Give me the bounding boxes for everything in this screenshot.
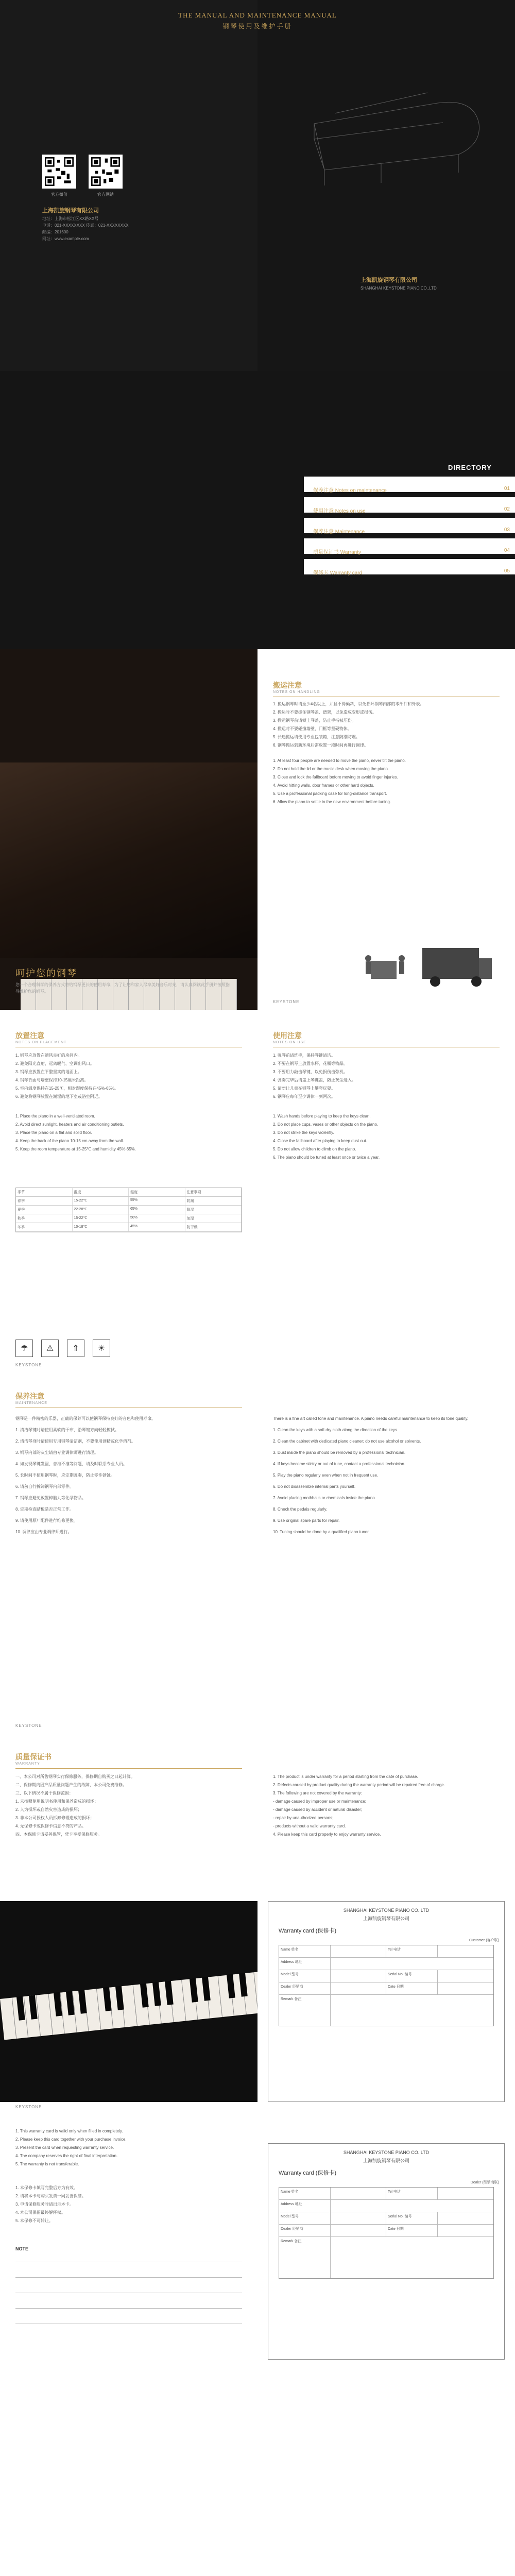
paragraph: 4. 如发现琴键发涩、音准不准等问题，请及时联系专业人员。: [15, 1462, 127, 1466]
slogan: 呵护您的钢琴: [15, 968, 77, 978]
form-row: [279, 2237, 493, 2278]
info-line: 电话：021-XXXXXXXX 传真：021-XXXXXXXX: [42, 223, 129, 228]
form-field[interactable]: [331, 1970, 386, 1982]
table-cell: 15-22℃: [73, 1197, 129, 1205]
paragraph: 2. Clean the cabinet with dedicated piano cleaner; do not use alcohol or solvents.: [273, 1439, 421, 1444]
form-field[interactable]: [438, 1982, 493, 1994]
paragraph: 2. 人为损坏或自然灾害造成的损坏；: [15, 1807, 82, 1812]
back-company-info: [42, 215, 129, 242]
note-line: [15, 2308, 242, 2309]
cover-spread: [0, 0, 515, 371]
paragraph: 3. 钢琴内部的灰尘请由专业调律师进行清理。: [15, 1450, 98, 1455]
table-cell: 防潮: [185, 1197, 242, 1205]
qr-code-website: [89, 155, 123, 189]
paragraph: 6. Do not disassemble internal parts yourself.: [273, 1484, 356, 1489]
paragraph: 3. 不要用力敲击琴键，以免损伤击弦机。: [273, 1070, 348, 1074]
card-copy-label: Dealer (经销商联): [470, 2181, 499, 2184]
form-label: Address 地址: [279, 2200, 331, 2212]
card-company-en: SHANGHAI KEYSTONE PIANO CO.,LTD: [343, 1908, 430, 1913]
paragraph: 4. 弹奏完毕后请盖上琴键盖，防止灰尘进入。: [273, 1078, 356, 1082]
paragraph: 9. 请使用原厂配件进行维修更换。: [15, 1518, 78, 1523]
form-row: [279, 2212, 493, 2225]
qr-code-wechat: [42, 155, 76, 189]
paragraph: 5. 室内温度保持在15-25℃，相对湿度保持在45%-65%。: [15, 1086, 119, 1091]
paragraph: 7. 钢琴应避免放置樟脑丸等化学物品。: [15, 1496, 86, 1500]
brand-footer: KEYSTONE: [15, 1363, 42, 1367]
paragraph: 2. 清洁琴身时请使用专用钢琴清洁剂，不要使用酒精或化学溶剂。: [15, 1439, 135, 1444]
brand-footer: KEYSTONE: [273, 999, 300, 1004]
table-cell: 夏季: [16, 1206, 73, 1214]
use-text-cn: [273, 1052, 500, 1101]
form-row: [279, 1958, 493, 1970]
form-row: [279, 2225, 493, 2237]
paragraph: 2. Defects caused by product quality during the warranty period will be repaired free of charge.: [273, 1783, 445, 1787]
piano-photo: [0, 762, 258, 958]
paragraph: 3. Close and lock the fallboard before moving to avoid finger injuries.: [273, 775, 398, 779]
paragraph: 6. The piano should be tuned at least once or twice a year.: [273, 1155, 380, 1160]
paragraph: 6. 请勿自行拆卸钢琴内部零件。: [15, 1484, 74, 1489]
paragraph: 2. Please keep this card together with your purchase invoice.: [15, 2137, 127, 2142]
paragraph: 3. Dust inside the piano should be removed by a professional technician.: [273, 1450, 406, 1455]
table-row: [16, 1214, 242, 1223]
placement-use-spread: [0, 1010, 515, 1370]
form-field[interactable]: [438, 1970, 493, 1982]
table-row: [16, 1206, 242, 1214]
directory-item[interactable]: 使用注意 Notes on use: [313, 509, 366, 514]
paragraph: 4. 搬运时不要碰撞墙壁、门框等坚硬物体。: [273, 726, 352, 731]
white-keys: [0, 1971, 258, 2040]
paragraph: 5. 本保修不可转让。: [15, 2218, 53, 2223]
table-cell: 注意事项: [185, 1188, 242, 1196]
paragraph: 1. 本保修卡填写完整后方为有效。: [15, 2185, 78, 2190]
form-label: Date 日期: [386, 1982, 438, 1994]
maintenance-text-cn: [15, 1414, 242, 1538]
form-label: Model 型号: [279, 2212, 331, 2224]
paragraph: - products without a valid warranty card.: [273, 1824, 346, 1828]
paragraph: 4. The company reserves the right of final interpretation.: [15, 2154, 118, 2158]
table-header: [16, 1188, 242, 1197]
directory-item[interactable]: 保养注意 Maintenance: [313, 529, 365, 535]
table-cell: 10-18℃: [73, 1223, 129, 1231]
card-company-cn: 上海凯旋钢琴有限公司: [363, 2158, 409, 2163]
paragraph: 5. Keep the room temperature at 15-25℃ and humidity 45%-65%.: [15, 1147, 136, 1151]
card-company-cn: 上海凯旋钢琴有限公司: [363, 1916, 409, 1921]
form-field[interactable]: [331, 2188, 386, 2199]
section-heading: 保养注意: [15, 1392, 44, 1400]
paragraph: 2. 不要在钢琴上放置水杯、花瓶等物品。: [273, 1061, 348, 1066]
paragraph: 四、本保修卡请妥善保管，凭卡享受保修服务。: [15, 1832, 102, 1837]
note-label: NOTE: [15, 2246, 29, 2251]
info-line: 邮编：201600: [42, 230, 68, 234]
table-cell: 除湿: [185, 1206, 242, 1214]
paragraph: 1. Wash hands before playing to keep the keys clean.: [273, 1114, 371, 1118]
form-label: Address 地址: [279, 1958, 331, 1970]
paragraph: 5. Play the piano regularly even when not in frequent use.: [273, 1473, 379, 1478]
paragraph: 3. 申请保修服务时请出示本卡。: [15, 2202, 74, 2207]
card-form: [279, 2187, 494, 2279]
qr-caption-wechat: 官方微信: [51, 192, 67, 197]
climate-table: [15, 1188, 242, 1232]
placement-text-en: [15, 1113, 242, 1154]
form-label: Tel 电话: [386, 1945, 438, 1957]
paragraph: 3. Present the card when requesting warranty service.: [15, 2145, 114, 2150]
paragraph: 二、保修期内因产品质量问题产生的故障，本公司免费维修。: [15, 1783, 127, 1787]
directory-page-num: 04: [504, 548, 510, 553]
card-title: Warranty card (保修卡): [279, 1928, 337, 1934]
care-symbols: [15, 1340, 110, 1357]
paragraph: 5. The warranty is not transferable.: [15, 2162, 79, 2166]
paragraph: 一、本公司对所售钢琴实行保修服务，保修期自购买之日起计算。: [15, 1774, 135, 1779]
section-heading-en: WARRANTY: [15, 1762, 40, 1766]
form-row: [279, 1982, 493, 1995]
form-field[interactable]: [438, 2225, 493, 2236]
paragraph: 1. 未按照使用说明书使用和保养造成的损坏；: [15, 1799, 98, 1804]
table-cell: 季节: [16, 1188, 73, 1196]
qr-caption-website: 官方网站: [97, 192, 114, 197]
card-company-en: SHANGHAI KEYSTONE PIANO CO.,LTD: [343, 2150, 430, 2155]
paragraph: 5. 长途搬运请使用专业包装箱，注意防潮防震。: [273, 735, 360, 739]
section-heading-en: NOTES ON PLACEMENT: [15, 1041, 67, 1044]
paragraph: 2. Do not hold the lid or the music desk when moving the piano.: [273, 767, 389, 771]
paragraph: 4. Avoid hitting walls, door frames or other hard objects.: [273, 783, 374, 788]
paragraph: 3. 搬运钢琴前请锁上琴盖，防止手指被压伤。: [273, 718, 356, 723]
warranty-text-en: [273, 1773, 500, 1839]
info-line: 地址：上海市松江区XX路XX号: [42, 216, 99, 221]
front-company-name-en: SHANGHAI KEYSTONE PIANO CO.,LTD: [360, 286, 437, 291]
form-label: Remark 备注: [279, 2237, 331, 2278]
sun-icon: ☀: [93, 1340, 110, 1357]
maintenance-spread: [0, 1370, 515, 1731]
paragraph: 4. 本公司保留最终解释权。: [15, 2210, 65, 2215]
card-notes-cn: [15, 2184, 242, 2226]
table-row: [16, 1223, 242, 1232]
table-cell: 湿度: [129, 1188, 185, 1196]
form-row: [279, 1945, 493, 1958]
fragile-icon: ⚠: [41, 1340, 59, 1357]
slogan-sub: 您一个合理科学的保养方式将给钢琴更长的使用寿命，为了让您和家人尽享美好音乐时光，请认真阅读此手册并按照指导维护您的钢琴。: [15, 982, 230, 994]
warranty-text-cn: [15, 1773, 242, 1839]
form-label: Model 型号: [279, 1970, 331, 1982]
paragraph: 5. Do not allow children to climb on the piano.: [273, 1147, 356, 1151]
paragraph: 1. The product is under warranty for a period starting from the date of purchase.: [273, 1774, 418, 1779]
section-rule: [15, 1768, 242, 1769]
paragraph: 1. 弹琴前请洗手，保持琴键清洁。: [273, 1053, 335, 1058]
paragraph: 3. Place the piano on a flat and solid floor.: [15, 1130, 92, 1135]
directory-page-num: 01: [504, 486, 510, 492]
form-label: Date 日期: [386, 2225, 438, 2236]
paragraph: 5. 请勿让儿童在钢琴上攀爬玩耍。: [273, 1086, 335, 1091]
front-company-name: 上海凯旋钢琴有限公司: [360, 277, 417, 283]
paragraph: - repair by unauthorized persons;: [273, 1816, 334, 1820]
paragraph: 4. Keep the back of the piano 10-15 cm away from the wall.: [15, 1139, 124, 1143]
cover-title-cn: 钢琴使用及维护手册: [222, 23, 293, 30]
table-cell: 65%: [129, 1206, 185, 1214]
section-heading: 搬运注意: [273, 681, 302, 689]
inside-cover-left: [0, 371, 258, 649]
paragraph: 钢琴是一件精密的乐器，正确的保养可以使钢琴保持良好的音色和使用寿命。: [15, 1416, 156, 1421]
paragraph: 10. Tuning should be done by a qualified piano tuner.: [273, 1530, 370, 1534]
paragraph: 5. Use a professional packing case for long-distance transport.: [273, 791, 387, 796]
form-field[interactable]: [438, 2212, 493, 2224]
form-field[interactable]: [331, 1995, 493, 2026]
paragraph: 1. 钢琴应放置在通风良好的房间内。: [15, 1053, 82, 1058]
warranty-card-dealer-spread: [0, 2112, 515, 2576]
directory-item[interactable]: 保养注意 Notes on maintenance: [313, 488, 387, 494]
paragraph: 6. 钢琴搬运到新环境后需放置一段时间再进行调律。: [273, 743, 368, 748]
section-heading-en: MAINTENANCE: [15, 1401, 47, 1405]
paragraph: 2. 请将本卡与购买发票一同妥善保管。: [15, 2194, 86, 2198]
card-form: [279, 1945, 494, 2026]
paragraph: 1. Clean the keys with a soft dry cloth along the direction of the keys.: [273, 1428, 399, 1432]
table-cell: 防干燥: [185, 1223, 242, 1231]
paragraph: 4. Close the fallboard after playing to keep dust out.: [273, 1139, 367, 1143]
form-field[interactable]: [331, 2237, 493, 2278]
paragraph: 2. 避免阳光直射，远离暖气、空调出风口。: [15, 1061, 94, 1066]
paragraph: 1. At least four people are needed to move the piano, never tilt the piano.: [273, 758, 406, 763]
directory-item[interactable]: 质量保证书 Warranty: [313, 550, 361, 555]
paragraph: 6. Allow the piano to settle in the new environment before tuning.: [273, 800, 391, 804]
handling-text-en: [273, 757, 500, 807]
paragraph: 2. Do not place cups, vases or other objects on the piano.: [273, 1122, 379, 1127]
directory-page-num: 05: [504, 568, 510, 574]
table-cell: 秋季: [16, 1214, 73, 1223]
form-field[interactable]: [438, 2188, 493, 2199]
paragraph: 1. 搬运钢琴时请至少4名以上，并且不得倾斜，以免损坏钢琴内部的零部件和外表。: [273, 702, 424, 706]
table-cell: 加湿: [185, 1214, 242, 1223]
form-label: Name 姓名: [279, 2188, 331, 2199]
maintenance-text-en: [273, 1414, 500, 1538]
form-row: [279, 1970, 493, 1982]
paragraph: 1. This warranty card is valid only when filled in completely.: [15, 2129, 123, 2133]
form-field[interactable]: [331, 2225, 386, 2236]
paragraph: 1. Place the piano in a well-ventilated room.: [15, 1114, 95, 1118]
form-field[interactable]: [331, 2212, 386, 2224]
paragraph: - damage caused by accident or natural disaster;: [273, 1807, 362, 1812]
form-label: Dealer 经销商: [279, 1982, 331, 1994]
form-field[interactable]: [331, 1958, 493, 1970]
paragraph: 7. Avoid placing mothballs or chemicals inside the piano.: [273, 1496, 376, 1500]
card-title: Warranty card (保修卡): [279, 2170, 337, 2176]
umbrella-icon: ☂: [15, 1340, 33, 1357]
paragraph: 6. 钢琴应每年至少调律一到两次。: [273, 1094, 335, 1099]
paragraph: 4. Please keep this card properly to enjoy warranty service.: [273, 1832, 381, 1837]
paragraph: 5. 长时间不使用钢琴时，应定期弹奏，防止零件锈蚀。: [15, 1473, 115, 1478]
table-cell: 22-28℃: [73, 1206, 129, 1214]
table-cell: 春季: [16, 1197, 73, 1205]
brand-footer: KEYSTONE: [15, 2105, 42, 2109]
brand-footer: KEYSTONE: [15, 1723, 42, 1728]
form-row: [279, 1995, 493, 2026]
paragraph: There is a fine art called tone and maintenance. A piano needs careful maintenance to keep its tone quality.: [273, 1416, 469, 1421]
section-heading-en: NOTES ON HANDLING: [273, 690, 320, 694]
form-row: [279, 2188, 493, 2200]
table-cell: 冬季: [16, 1223, 73, 1231]
note-line: [15, 2277, 242, 2278]
paragraph: 6. 避免将钢琴放置在潮湿的地下室或浴室附近。: [15, 1094, 102, 1099]
paragraph: 8. 定期检查踏板是否正常工作。: [15, 1507, 74, 1512]
qr-icon: [45, 157, 74, 186]
section-heading: 使用注意: [273, 1031, 302, 1040]
up-arrow-icon: ⇑: [67, 1340, 84, 1357]
form-label: Tel 电话: [386, 2188, 438, 2199]
form-field[interactable]: [331, 1945, 386, 1957]
form-label: Dealer 经销商: [279, 2225, 331, 2236]
use-text-en: [273, 1113, 500, 1162]
form-label: Serial No. 编号: [386, 1970, 438, 1982]
table-row: [16, 1197, 242, 1206]
warranty-card-dealer: [268, 2143, 505, 2360]
directory-spread: [0, 371, 515, 649]
paragraph: 9. Use original spare parts for repair.: [273, 1518, 340, 1523]
form-field[interactable]: [331, 1982, 386, 1994]
table-cell: 温度: [73, 1188, 129, 1196]
paragraph: 4. If keys become sticky or out of tune, contact a professional technician.: [273, 1462, 406, 1466]
grand-piano-illustration: [304, 82, 489, 196]
form-field[interactable]: [438, 1945, 493, 1957]
paragraph: 1. 清洁琴键时请使用柔软的干布，沿琴键方向轻轻擦拭。: [15, 1428, 119, 1432]
paragraph: 3. 钢琴应放置在平整坚实的地面上。: [15, 1070, 82, 1074]
table-cell: 15-22℃: [73, 1214, 129, 1223]
paragraph: 2. 搬运时不要抓住钢琴盖、谱架，以免造成变形或损伤。: [273, 710, 376, 715]
table-cell: 45%: [129, 1223, 185, 1231]
paragraph: 10. 调律应由专业调律师进行。: [15, 1530, 72, 1534]
paragraph: 三、以下情况不属于保修范围：: [15, 1791, 73, 1795]
back-company-name: 上海凯旋钢琴有限公司: [42, 208, 99, 214]
piano-keyboard-photo: [0, 1901, 258, 2102]
paragraph: 3. The following are not covered by the warranty:: [273, 1791, 362, 1795]
table-cell: 50%: [129, 1214, 185, 1223]
section-heading: 质量保证书: [15, 1753, 52, 1761]
form-label: Name 姓名: [279, 1945, 331, 1957]
paragraph: 3. Do not strike the keys violently.: [273, 1130, 334, 1135]
back-cover: [0, 0, 258, 371]
handling-text-cn: [273, 701, 500, 750]
directory-page-num: 02: [504, 506, 510, 512]
directory-page-num: 03: [504, 527, 510, 533]
cover-title-en: THE MANUAL AND MAINTENANCE MANUAL: [178, 11, 337, 19]
form-label: Serial No. 编号: [386, 2212, 438, 2224]
table-cell: 55%: [129, 1197, 185, 1205]
paragraph: 4. 无保修卡或保修卡信息不符的产品。: [15, 1824, 86, 1828]
paragraph: 4. 钢琴背面与墙壁保持10-15厘米距离。: [15, 1078, 89, 1082]
section-heading: 放置注意: [15, 1031, 44, 1040]
warranty-card-customer: [268, 1901, 505, 2102]
info-line: 网址：www.example.com: [42, 236, 89, 241]
directory-title: DIRECTORY: [448, 464, 492, 471]
paragraph: - damage caused by improper use or maintenance;: [273, 1799, 366, 1804]
card-copy-label: Customer (客户联): [469, 1939, 499, 1942]
form-field[interactable]: [331, 2200, 493, 2212]
paragraph: 8. Check the pedals regularly.: [273, 1507, 328, 1512]
form-row: [279, 2200, 493, 2212]
warranty-spread: [0, 1731, 515, 2112]
paragraph: 3. 非本公司授权人员拆卸修理造成的损坏；: [15, 1816, 94, 1820]
form-label: Remark 备注: [279, 1995, 331, 2026]
paragraph: 2. Avoid direct sunlight, heaters and air conditioning outlets.: [15, 1122, 124, 1127]
card-notes-en: [15, 2128, 242, 2169]
handling-spread: [0, 649, 515, 1010]
section-heading-en: NOTES ON USE: [273, 1041, 306, 1044]
placement-text-cn: [15, 1052, 242, 1101]
qr-icon: [91, 157, 120, 186]
moving-truck-illustration: [360, 938, 494, 994]
directory-item[interactable]: 保修卡 Warranty card: [313, 570, 363, 576]
